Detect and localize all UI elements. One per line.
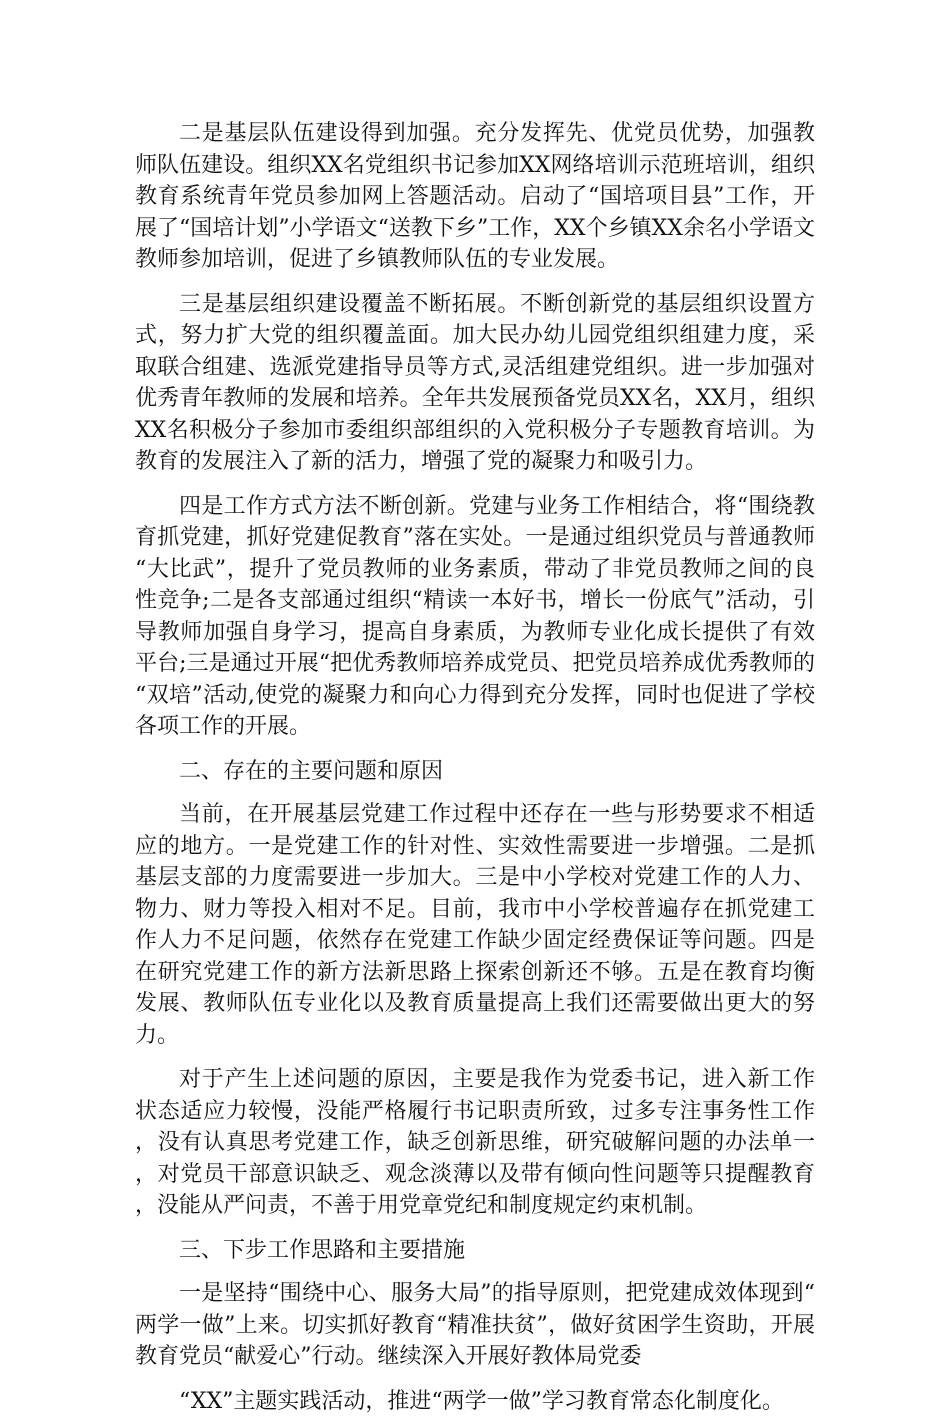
paragraph-problem-causes: 对于产生上述问题的原因，主要是我作为党委书记，进入新工作状态适应力较慢，没能严格履行书记职责所致，过多专注事务性工作，没有认真思考党建工作，缺乏创新思维，研究破解问题的办法单一，对党员干部意识缺乏、观念淡薄以及带有倾向性问题等只提醒教育，没能从严问责，不善于用党章党纪和制度规定约束机制。 xyxy=(135,1064,815,1222)
section-heading-next-steps: 三、下步工作思路和主要措施 xyxy=(135,1235,815,1267)
paragraph-organization-coverage: 三是基层组织建设覆盖不断拓展。不断创新党的基层组织设置方式，努力扩大党的组织覆盖面。加大民办幼儿园党组织组建力度，采取联合组建、选派党建指导员等方式,灵活组建党组织。进一步加强对优秀青年教师的发展和培养。全年共发展预备党员XX名，XX月，组织XX名积极分子参加市委组织部组织的入党积极分子专题教育培训。为教育的发展注入了新的活力，增强了党的凝聚力和吸引力。 xyxy=(135,289,815,478)
paragraph-current-problems: 当前，在开展基层党建工作过程中还存在一些与形势要求不相适应的地方。一是党建工作的针对性、实效性需要进一步增强。二是抓基层支部的力度需要进一步加大。三是中小学校对党建工作的人力、物力、财力等投入相对不足。目前，我市中小学校普遍存在抓党建工作人力不足问题，依然存在党建工作缺少固定经费保证等问题。四是在研究党建工作的新方法新思路上探索创新还不够。五是在教育均衡发展、教师队伍专业化以及教育质量提高上我们还需要做出更大的努力。 xyxy=(135,799,815,1051)
paragraph-grassroots-team: 二是基层队伍建设得到加强。充分发挥先、优党员优势，加强教师队伍建设。组织XX名党组织书记参加XX网络培训示范班培训，组织教育系统青年党员参加网上答题活动。启动了“国培项目县”工作，开展了“国培计划”小学语文“送教下乡”工作，XX个乡镇XX余名小学语文教师参加培训，促进了乡镇教师队伍的专业发展。 xyxy=(135,118,815,276)
paragraph-work-methods: 四是工作方式方法不断创新。党建与业务工作相结合，将“围绕教育抓党建，抓好党建促教育”落在实处。一是通过组织党员与普通教师“大比武”，提升了党员教师的业务素质，带动了非党员教师之间的良性竞争;二是各支部通过组织“精读一本好书，增长一份底气”活动，引导教师加强自身学习，提高自身素质，为教师专业化成长提供了有效平台;三是通过开展“把优秀教师培养成党员、把党员培养成优秀教师的“双培”活动,使党的凝聚力和向心力得到充分发挥，同时也促进了学校各项工作的开展。 xyxy=(135,491,815,743)
paragraph-next-steps: 一是坚持“围绕中心、服务大局”的指导原则，把党建成效体现到“两学一做”上来。切实抓好教育“精准扶贫”，做好贫困学生资助，开展教育党员“献爱心”行动。继续深入开展好教体局党委 xyxy=(135,1278,815,1373)
document-body xyxy=(135,118,815,1417)
paragraph-continuation: “XX”主题实践活动，推进“两学一做”学习教育常态化制度化。 xyxy=(135,1386,815,1417)
section-heading-problems: 二、存在的主要问题和原因 xyxy=(135,756,815,788)
